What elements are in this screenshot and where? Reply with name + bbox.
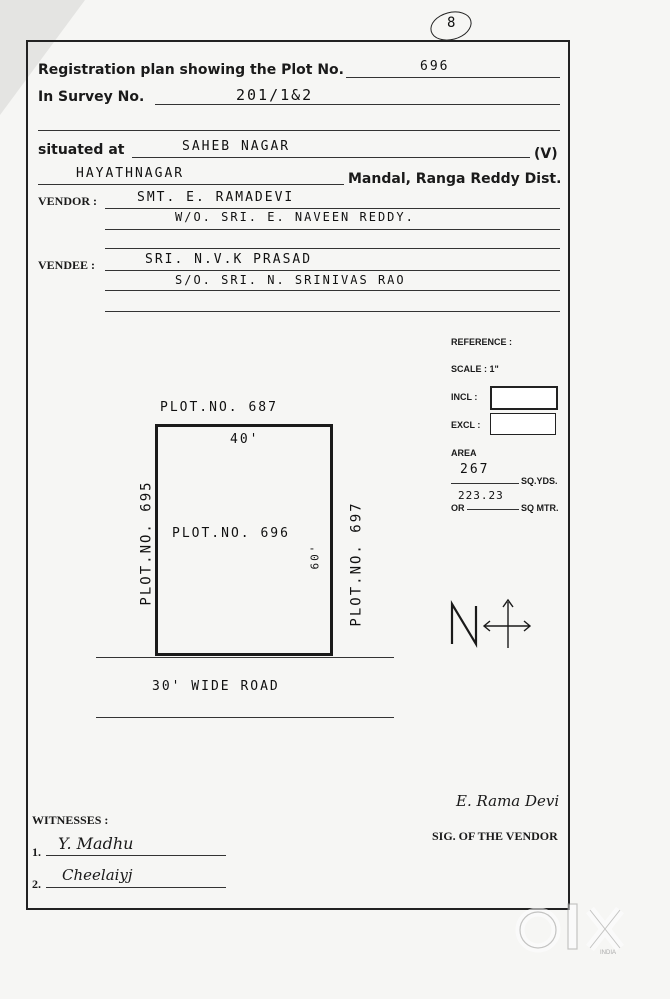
incl-label: INCL : bbox=[451, 392, 478, 402]
plot-no-line bbox=[346, 77, 560, 78]
side-dimension: 60' bbox=[308, 543, 322, 570]
situated-value: SAHEB NAGAR bbox=[182, 139, 291, 154]
witness-2-line bbox=[46, 887, 226, 888]
excl-checkbox bbox=[490, 413, 556, 435]
page-number: 8 bbox=[447, 15, 458, 31]
vendee-line-3 bbox=[105, 311, 560, 312]
survey-label: In Survey No. bbox=[38, 89, 145, 105]
watermark-country: INDIA bbox=[600, 950, 617, 956]
title-label: Registration plan showing the Plot No. bbox=[38, 62, 344, 78]
north-arrow-icon bbox=[448, 598, 534, 650]
sqmtr-label: SQ MTR. bbox=[521, 503, 559, 513]
vendor-signature: E. Rama Devi bbox=[456, 792, 560, 810]
north-plot-label: PLOT.NO. 687 bbox=[160, 400, 278, 415]
vendee-line-1 bbox=[105, 270, 560, 271]
blank-line-1 bbox=[38, 130, 560, 131]
vendor-line-3 bbox=[105, 248, 560, 249]
vendor-label: VENDOR : bbox=[38, 194, 97, 208]
village-suffix: (V) bbox=[534, 146, 558, 162]
vendor-line-2-value: W/O. SRI. E. NAVEEN REDDY. bbox=[175, 210, 415, 224]
or-label: OR bbox=[451, 503, 465, 513]
survey-line bbox=[155, 104, 560, 105]
witness-1-number: 1. bbox=[32, 845, 41, 859]
vendee-line-2-value: S/O. SRI. N. SRINIVAS RAO bbox=[175, 273, 406, 287]
mandal-label: Mandal, Ranga Reddy Dist. bbox=[348, 171, 562, 187]
area-sqmtr-value: 223.23 bbox=[458, 489, 504, 502]
witnesses-label: WITNESSES : bbox=[32, 813, 109, 827]
east-plot-label: PLOT.NO. 697 bbox=[348, 501, 365, 627]
incl-checkbox bbox=[490, 386, 558, 410]
vendee-line-1-value: SRI. N.V.K PRASAD bbox=[145, 252, 313, 267]
mandal-value: HAYATHNAGAR bbox=[76, 166, 185, 181]
survey-no-value: 201/1&2 bbox=[236, 86, 314, 104]
west-plot-label: PLOT.NO. 695 bbox=[138, 480, 155, 606]
mandal-line bbox=[38, 184, 344, 185]
road-top-line bbox=[96, 657, 394, 658]
scale-label: SCALE : 1" bbox=[451, 364, 499, 374]
center-plot-label: PLOT.NO. 696 bbox=[172, 526, 290, 541]
top-dimension: 40' bbox=[230, 432, 260, 447]
situated-label: situated at bbox=[38, 142, 125, 158]
vendor-line-2 bbox=[105, 229, 560, 230]
witness-1-signature: Y. Madhu bbox=[58, 834, 134, 853]
vendor-signature-label: SIG. OF THE VENDOR bbox=[432, 829, 558, 843]
sqyds-line bbox=[451, 483, 519, 484]
situated-line bbox=[132, 157, 530, 158]
sqyds-label: SQ.YDS. bbox=[521, 476, 558, 486]
road-bottom-line bbox=[96, 717, 394, 718]
vendor-line-1 bbox=[105, 208, 560, 209]
vendor-line-1-value: SMT. E. RAMADEVI bbox=[137, 190, 295, 205]
plot-no-value: 696 bbox=[420, 59, 450, 74]
sqmtr-line bbox=[467, 509, 519, 510]
area-label: AREA bbox=[451, 448, 477, 458]
area-sqyds-value: 267 bbox=[460, 462, 490, 477]
road-label: 30' WIDE ROAD bbox=[152, 679, 280, 694]
reference-label: REFERENCE : bbox=[451, 337, 513, 347]
vendee-label: VENDEE : bbox=[38, 258, 96, 272]
witness-2-number: 2. bbox=[32, 877, 41, 891]
witness-2-signature: Cheelaiyj bbox=[62, 866, 133, 884]
excl-label: EXCL : bbox=[451, 420, 481, 430]
vendee-line-2 bbox=[105, 290, 560, 291]
witness-1-line bbox=[46, 855, 226, 856]
olx-logo-watermark bbox=[512, 896, 640, 966]
